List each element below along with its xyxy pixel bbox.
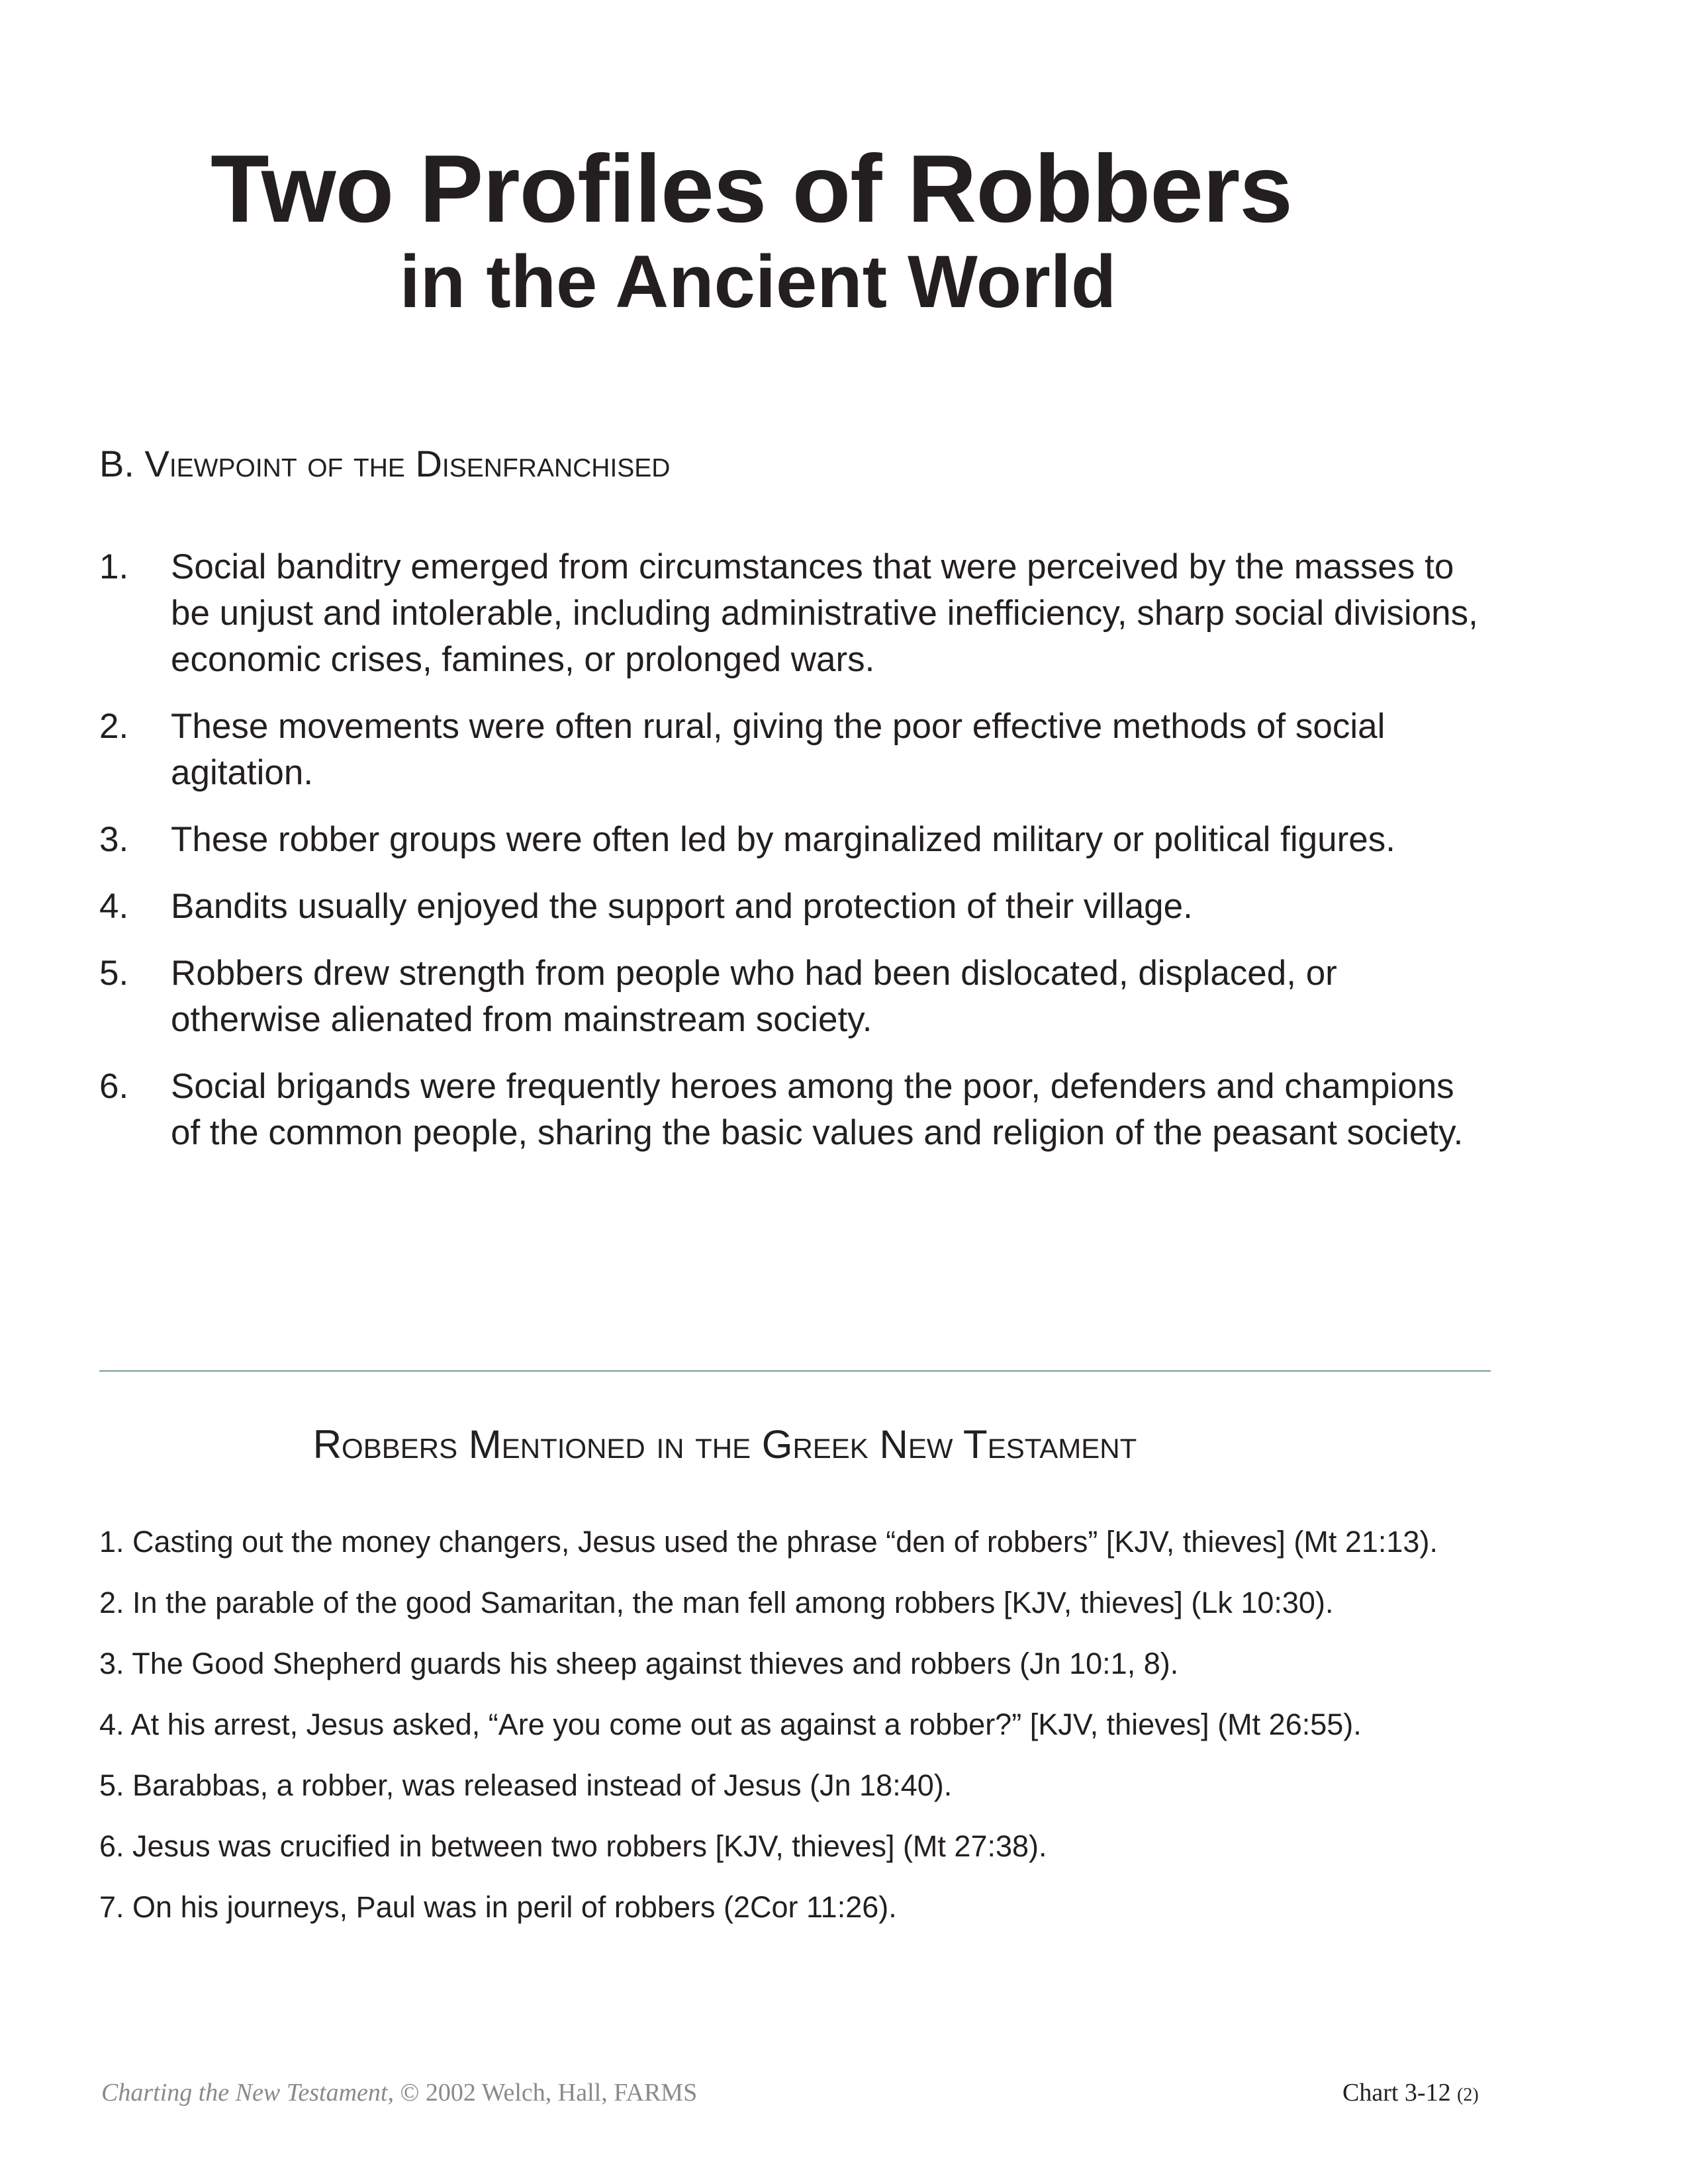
section-divider (99, 1370, 1491, 1372)
list-item (99, 704, 1489, 796)
list-item (99, 1064, 1489, 1156)
disenfranchised-list (99, 544, 1489, 1177)
list-item: 2. In the parable of the good Samaritan, the man fell among robbers [KJV, thieves] (Lk 10:30). (99, 1586, 1334, 1619)
list-item (99, 544, 1489, 683)
chart-part: (2) (1457, 2085, 1479, 2105)
section-nt-heading (0, 1422, 1569, 1467)
list-item-number: 2. (99, 707, 129, 746)
list-item (99, 884, 1489, 930)
list-item-text: Social brigands were frequently heroes among the poor, defenders and champions of the common people, sharing the basic values and religion of the peasant society. (171, 1067, 1464, 1152)
page-title: Two Profiles of Robbers (211, 135, 1292, 242)
list-item: 1. Casting out the money changers, Jesus used the phrase “den of robbers” [KJV, thieves] (Mt 21:13). (99, 1525, 1438, 1559)
list-item-number: 6. (99, 1067, 129, 1106)
list-item: 3. The Good Shepherd guards his sheep against thieves and robbers (Jn 10:1, 8). (99, 1647, 1179, 1680)
section-nt-heading-text: Robbers Mentioned in the Greek New Testament (312, 1422, 1137, 1467)
list-item (99, 817, 1489, 863)
section-b-heading-text: B. Viewpoint of the Disenfranchised (99, 443, 671, 484)
list-item-number: 4. (99, 887, 129, 926)
list-item-number: 5. (99, 954, 129, 993)
footer-copyright-text: © 2002 Welch, Hall, FARMS (393, 2079, 698, 2107)
list-item: 4. At his arrest, Jesus asked, “Are you come out as against a robber?” [KJV, thieves] (Mt 26:55). (99, 1707, 1362, 1741)
list-item: 5. Barabbas, a robber, was released instead of Jesus (Jn 18:40). (99, 1768, 953, 1802)
list-item: 6. Jesus was crucified in between two robbers [KJV, thieves] (Mt 27:38). (99, 1829, 1047, 1863)
list-item-text: Social banditry emerged from circumstances that were perceived by the masses to be unjust and intolerable, including administrative inefficiency, sharp social divisions, economic crises, famines, or prolonged wars. (171, 547, 1478, 679)
page-subtitle: in the Ancient World (399, 240, 1117, 323)
list-item-text: These movements were often rural, giving the poor effective methods of social agitation. (171, 707, 1385, 792)
list-item-text: These robber groups were often led by marginalized military or political figures. (171, 820, 1395, 859)
list-item (99, 950, 1489, 1043)
list-item-number: 3. (99, 820, 129, 859)
new-testament-list (99, 1522, 1523, 1948)
list-item: 7. On his journeys, Paul was in peril of robbers (2Cor 11:26). (99, 1890, 897, 1924)
footer-copyright (101, 2078, 697, 2107)
section-b-heading (99, 442, 670, 485)
title-block (0, 136, 1688, 325)
footer-book-title: Charting the New Testament, (101, 2079, 394, 2107)
chart-label: Chart 3-12 (1342, 2079, 1451, 2107)
list-item-text: Robbers drew strength from people who had been dislocated, displaced, or otherwise alienated from mainstream society. (171, 954, 1337, 1039)
list-item-number: 1. (99, 547, 129, 586)
list-item-text: Bandits usually enjoyed the support and protection of their village. (171, 887, 1193, 926)
footer-chart-number (1342, 2078, 1479, 2107)
